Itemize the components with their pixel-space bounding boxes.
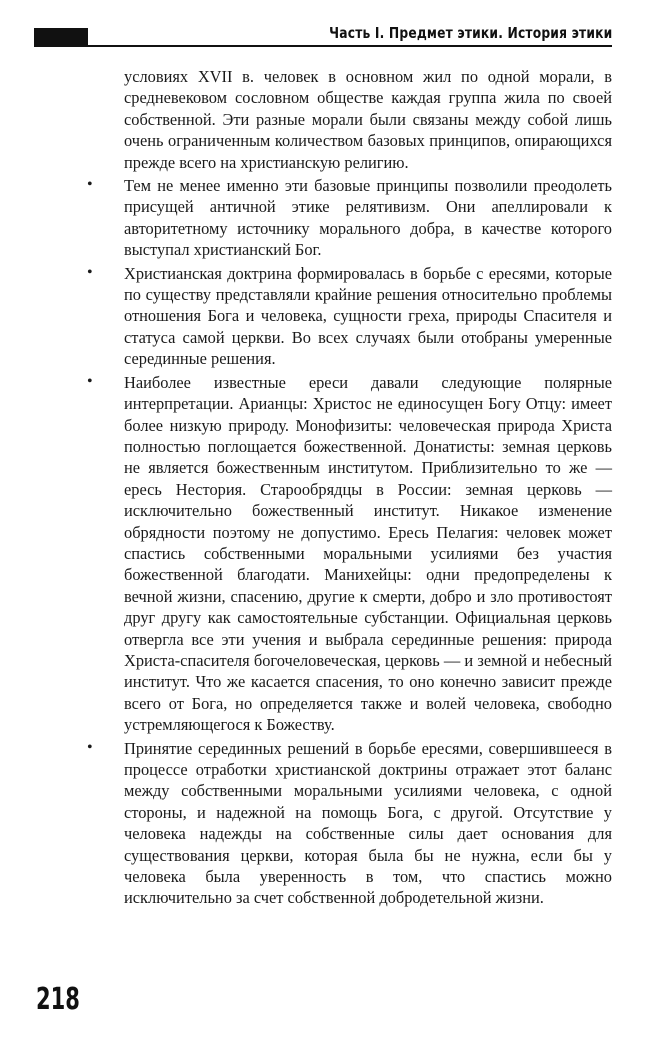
bullet-item — [87, 372, 612, 736]
bullet-text: Принятие серединных решений в борьбе ересями, совершившееся в процессе отработки христианской доктрины отражает этот баланс между собственными моральными усилиями человека, с одной стороны, и надежной на помощь Бога, с другой. Отсутствие у человека надежды на собственные силы дает основания для существования церкви, которая была бы не нужна, если бы у человека была уверенность в том, что спастись можно исключительно за счет собственной добродетельной жизни. — [124, 738, 612, 908]
bullet-icon: • — [87, 176, 93, 194]
bullet-text: Наиболее известные ереси давали следующие полярные интерпретации. Арианцы: Христос не единосущен Богу Отцу: имеет более низкую природу. Монофизиты: человеческая природа Христа полностью поглощается божественной. Донатисты: земная церковь не является божественным институтом. Приблизительно то же — ересь Нестория. Старообрядцы в России: земная церковь — исключительно божественный институт. Никакое изменение обрядности поэтому не допустимо. Ересь Пелагия: человек может спастись собственными моральными усилиями без участия божественной благодати. Манихейцы: одни предопределены к вечной жизни, спасению, другие к смерти, добро и зло противостоят друг другу как самостоятельные субстанции. Официальная церковь отвергла все эти учения и выбрала серединные решения: природа Христа-спасителя богочеловеческая, церковь — и земной и небесный институт. Что же касается спасения, то оно конечно зависит прежде всего от Бога, но определяется также и волей человека, свободно устремляющегося к Божеству. — [124, 372, 612, 735]
page-body — [87, 66, 612, 909]
page-number: 218 — [36, 982, 80, 1017]
intro-paragraph: условиях XVII в. человек в основном жил по одной морали, в средневековом сословном обществе каждая группа жила по своей собственной. Эти разные морали были связаны между собой лишь очень ограниченным количеством базовых принципов, опирающихся прежде всего на христианскую религию. — [124, 67, 612, 172]
bullet-icon: • — [87, 738, 93, 756]
bullet-item — [87, 175, 612, 261]
bullet-item — [87, 263, 612, 370]
bullet-icon: • — [87, 263, 93, 281]
running-head: Часть I. Предмет этики. История этики — [328, 24, 612, 42]
bullet-text: Христианская доктрина формировалась в борьбе с ересями, которые по существу представляли крайние решения относительно проблемы отношения Бога и человека, сущности греха, природы Спасителя и статуса самой церкви. Во всех случаях были отобраны умеренные серединные решения. — [124, 263, 612, 369]
bullet-text: Тем не менее именно эти базовые принципы позволили преодолеть присущей античной этике релятивизм. Они апеллировали к авторитетному источнику морального добра, в качестве которого выступал христианский Бог. — [124, 176, 612, 260]
bullet-item — [87, 738, 612, 909]
header-rule — [34, 45, 612, 47]
bullet-icon: • — [87, 372, 93, 390]
